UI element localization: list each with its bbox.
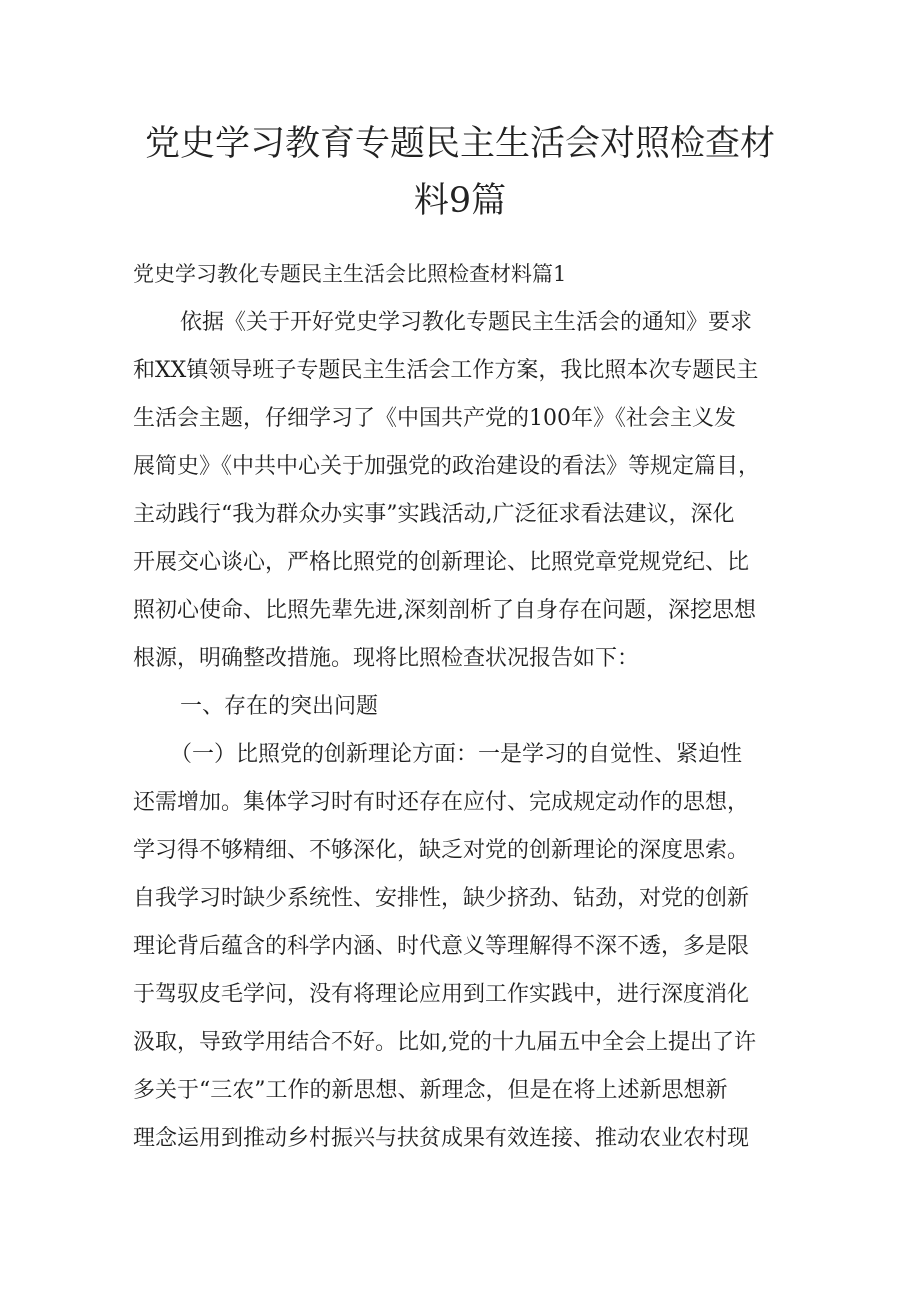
paragraph-line: （一）比照党的创新理论方面：一是学习的自觉性、紧迫性 (170, 742, 743, 767)
paragraph-line: 还需增加。集体学习时有时还存在应付、完成规定动作的思想， (133, 790, 750, 815)
paragraph-line: 根源，明确整改措施。现将比照检查状况报告如下： (133, 646, 640, 671)
section-heading: 一、存在的突出问题 (180, 694, 379, 719)
paragraph-line: 于驾驭皮毛学问，没有将理论应用到工作实践中，进行深度消化 (133, 982, 750, 1007)
paragraph-line: 理念运用到推动乡村振兴与扶贫成果有效连接、推动农业农村现 (133, 1126, 750, 1151)
paragraph-line: 开展交心谈心，严格比照党的创新理论、比照党章党规党纪、比 (133, 550, 750, 575)
paragraph-line: 和XX镇领导班子专题民主生活会工作方案，我比照本次专题民主 (133, 358, 759, 383)
paragraph-line: 生活会主题，仔细学习了《中国共产党的100年》《社会主义发 (133, 406, 736, 431)
paragraph-line: 自我学习时缺少系统性、安排性，缺少挤劲、钻劲，对党的创新 (133, 886, 750, 911)
paragraph-line: 理论背后蕴含的科学内涵、时代意义等理解得不深不透，多是限 (133, 934, 750, 959)
document-title-line-1: 党史学习教育专题民主生活会对照检查材 (144, 124, 775, 164)
paragraph-line: 汲取，导致学用结合不好。比如,党的十九届五中全会上提出了许 (133, 1030, 756, 1055)
document-title-line-2: 料9篇 (413, 181, 507, 221)
paragraph-line: 主动践行“我为群众办实事”实践活动,广泛征求看法建议，深化 (133, 502, 735, 527)
paragraph-line: 照初心使命、比照先辈先进,深刻剖析了自身存在问题，深挖思想 (133, 598, 756, 623)
paragraph-line: 学习得不够精细、不够深化，缺乏对党的创新理论的深度思索。 (133, 838, 750, 863)
document-subtitle: 党史学习教化专题民主生活会比照检查材料篇1 (133, 262, 567, 286)
paragraph-line: 展简史》《中共中心关于加强党的政治建设的看法》等规定篇目， (133, 454, 761, 479)
paragraph-line: 多关于“三农”工作的新思想、新理念，但是在将上述新思想新 (133, 1078, 728, 1103)
paragraph-line: 依据《关于开好党史学习教化专题民主生活会的通知》要求 (180, 310, 753, 335)
